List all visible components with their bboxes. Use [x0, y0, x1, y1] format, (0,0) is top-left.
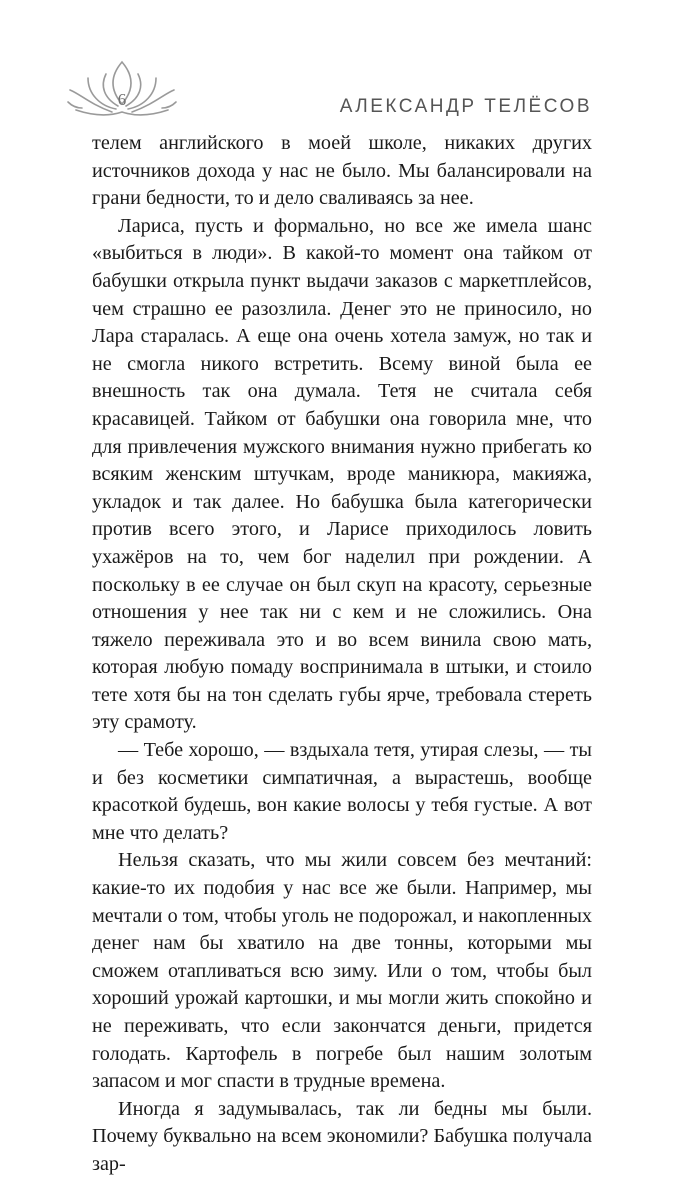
body-text	[92, 130, 592, 1179]
running-head: АЛЕКСАНДР ТЕЛЁСОВ	[339, 96, 592, 117]
paragraph: Иногда я задумывалась, так ли бедны мы были. Почему буквально на всем экономили? Бабушка получала зар-	[92, 1097, 592, 1175]
paragraph: — Тебе хорошо, — вздыхала тетя, утирая слезы, — ты и без косметики симпатичная, а вырастешь, вообще красоткой будешь, вон какие волосы у тебя густые. А вот мне что делать?	[92, 739, 592, 844]
page-number: 6	[117, 90, 127, 109]
paragraph: Нельзя сказать, что мы жили совсем без мечтаний: какие-то их подобия у нас все же были. Например, мы мечтали о том, чтобы уголь не подорожал, и накопленных денег нам бы хватило на две тонны, которыми мы сможем отапливаться всю зиму. Или о том, чтобы был хороший урожай картошки, и мы могли жить спокойно и не переживать, что если закончатся деньги, придется голодать. Картофель в погребе был нашим золотым запасом и мог спасти в трудные времена.	[92, 849, 592, 1093]
paragraph: телем английского в моей школе, никаких других источников дохода у нас не было. Мы балансировали на грани бедности, то и дело сваливаясь за нее.	[92, 132, 592, 210]
page-header	[0, 0, 684, 130]
paragraph: Лариса, пусть и формально, но все же имела шанс «выбиться в люди». В какой-то момент она тайком от бабушки открыла пункт выдачи заказов с маркетплейсов, чем страшно ее разозлила. Денег это не приносило, но Лара старалась. А еще она очень хотела замуж, но так и не смогла никого встретить. Всему виной была ее внешность так она думала. Тетя не считала себя красавицей. Тайком от бабушки она говорила мне, что для привлечения мужского внимания нужно прибегать ко всяким женским штучкам, вроде маникюра, макияжа, укладок и так далее. Но бабушка была категорически против всего этого, и Ларисе приходилось ловить ухажёров на то, чем бог наделил при рождении. А поскольку в ее случае он был скуп на красоту, серьезные отношения у нее так ни с кем и не сложились. Она тяжело переживала это и во всем винила свою мать, которая любую помаду воспринимала в штыки, и стоило тете хотя бы на тон сделать губы ярче, требовала стереть эту срамоту.	[92, 214, 592, 734]
